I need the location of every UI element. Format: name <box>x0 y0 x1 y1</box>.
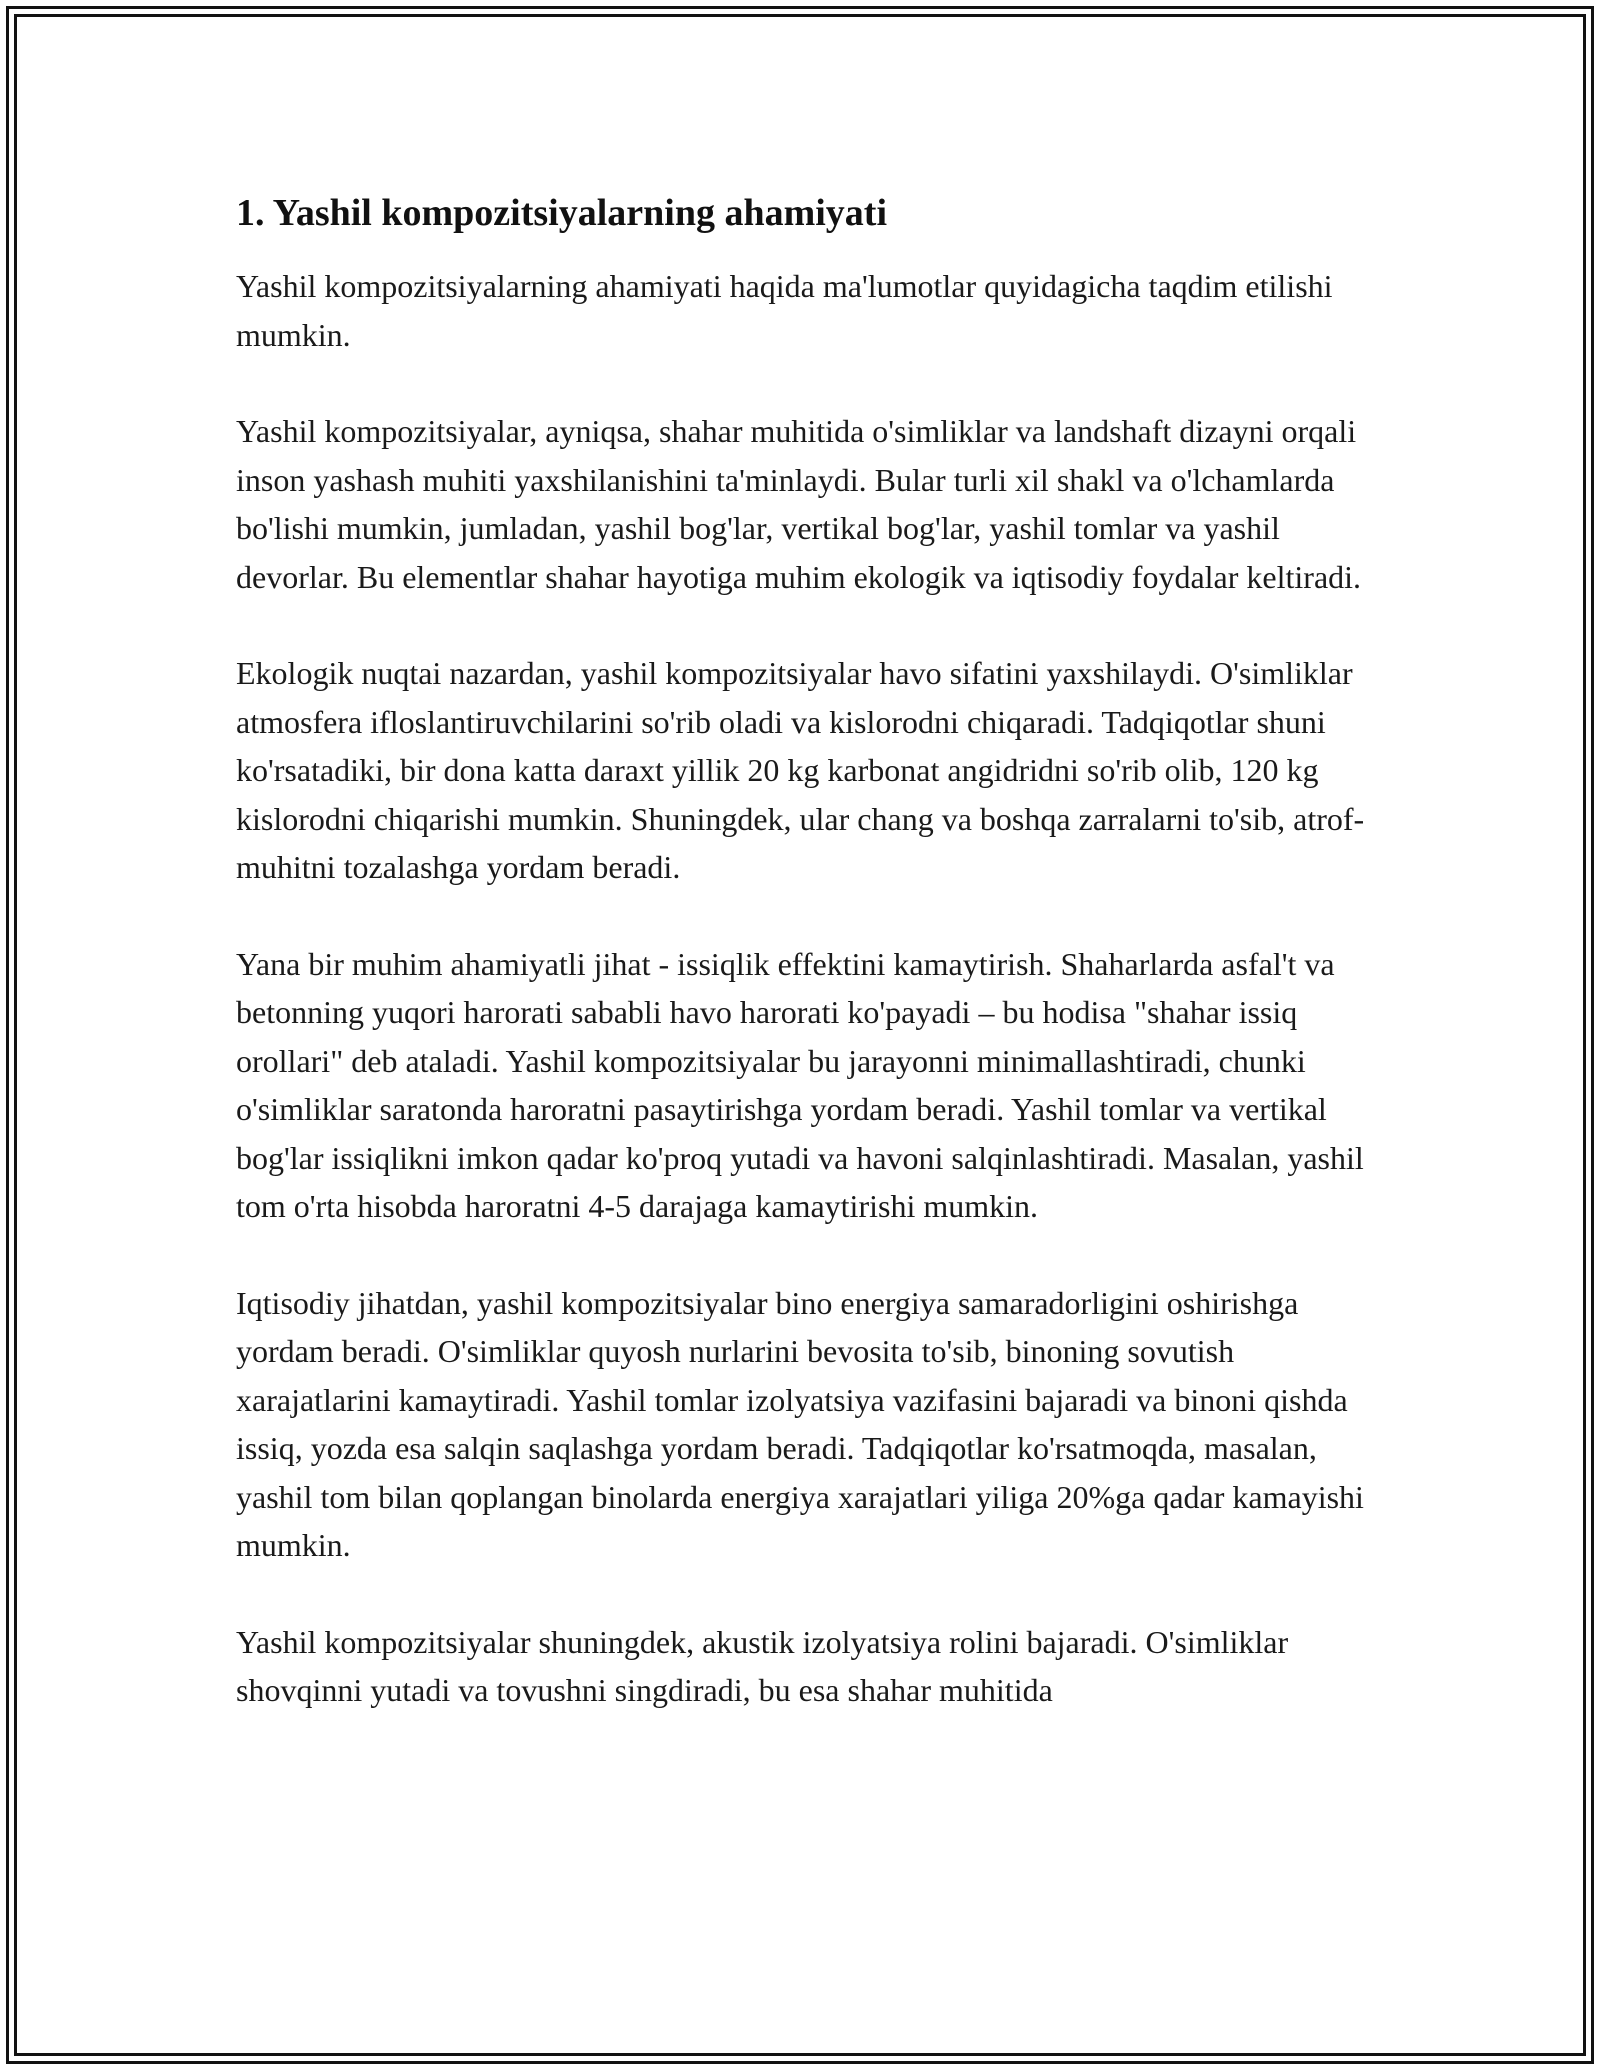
paragraph-heat-effect: Yana bir muhim ahamiyatli jihat - issiqlik effektini kamaytirish. Shaharlarda asfal't va betonning yuqori harorati sababli havo harorati ko'payadi – bu hodisa "shahar issiq orollari" deb ataladi. Yashil kompozitsiyalar bu jarayonni minimallashtiradi, chunki o'simliklar saratonda haroratni pasaytirishga yordam beradi. Yashil tomlar va vertikal bog'lar issiqlikni imkon qadar ko'proq yutadi va havoni salqinlashtiradi. Masalan, yashil tom o'rta hisobda haroratni 4-5 darajaga kamaytirishi mumkin. <box>236 945 1364 1224</box>
paragraph-economic: Iqtisodiy jihatdan, yashil kompozitsiyalar bino energiya samaradorligini oshirishga yordam beradi. O'simliklar quyosh nurlarini bevosita to'sib, binoning sovutish xarajatlarini kamaytiradi. Yashil tomlar izolyatsiya vazifasini bajaradi va binoni qishda issiq, yozda esa salqin saqlashga yordam beradi. Tadqiqotlar ko'rsatmoqda, masalan, yashil tom bilan qoplangan binolarda energiya xarajatlari yiliga 20%ga qadar kamayishi mumkin. <box>236 1284 1364 1563</box>
paragraph-ecological: Ekologik nuqtai nazardan, yashil kompozitsiyalar havo sifatini yaxshilaydi. O'simliklar atmosfera ifloslantiruvchilarini so'rib oladi va kislorodni chiqaradi. Tadqiqotlar shuni ko'rsatadiki, bir dona katta daraxt yillik 20 kg karbonat angidridni so'rib olib, 120 kg kislorodni chiqarishi mumkin. Shuningdek, ular chang va boshqa zarralarni to'sib, atrof-muhitni tozalashga yordam beradi. <box>236 655 1365 885</box>
paragraph-intro: Yashil kompozitsiyalarning ahamiyati haqida ma'lumotlar quyidagicha taqdim etilishi mumkin. <box>236 268 1333 353</box>
section-heading: 1. Yashil kompozitsiyalarning ahamiyati <box>236 192 888 234</box>
document-body <box>236 186 1376 1715</box>
paragraph-overview: Yashil kompozitsiyalar, ayniqsa, shahar muhitida o'simliklar va landshaft dizayni orqali inson yashash muhiti yaxshilanishini ta'minlaydi. Bular turli xil shakl va o'lchamlarda bo'lishi mumkin, jumladan, yashil bog'lar, vertikal bog'lar, yashil tomlar va yashil devorlar. Bu elementlar shahar hayotiga muhim ekologik va iqtisodiy foydalar keltiradi. <box>236 413 1362 595</box>
paragraph-acoustic: Yashil kompozitsiyalar shuningdek, akustik izolyatsiya rolini bajaradi. O'simliklar shovqinni yutadi va tovushni singdiradi, bu esa shahar muhitida <box>236 1623 1289 1708</box>
